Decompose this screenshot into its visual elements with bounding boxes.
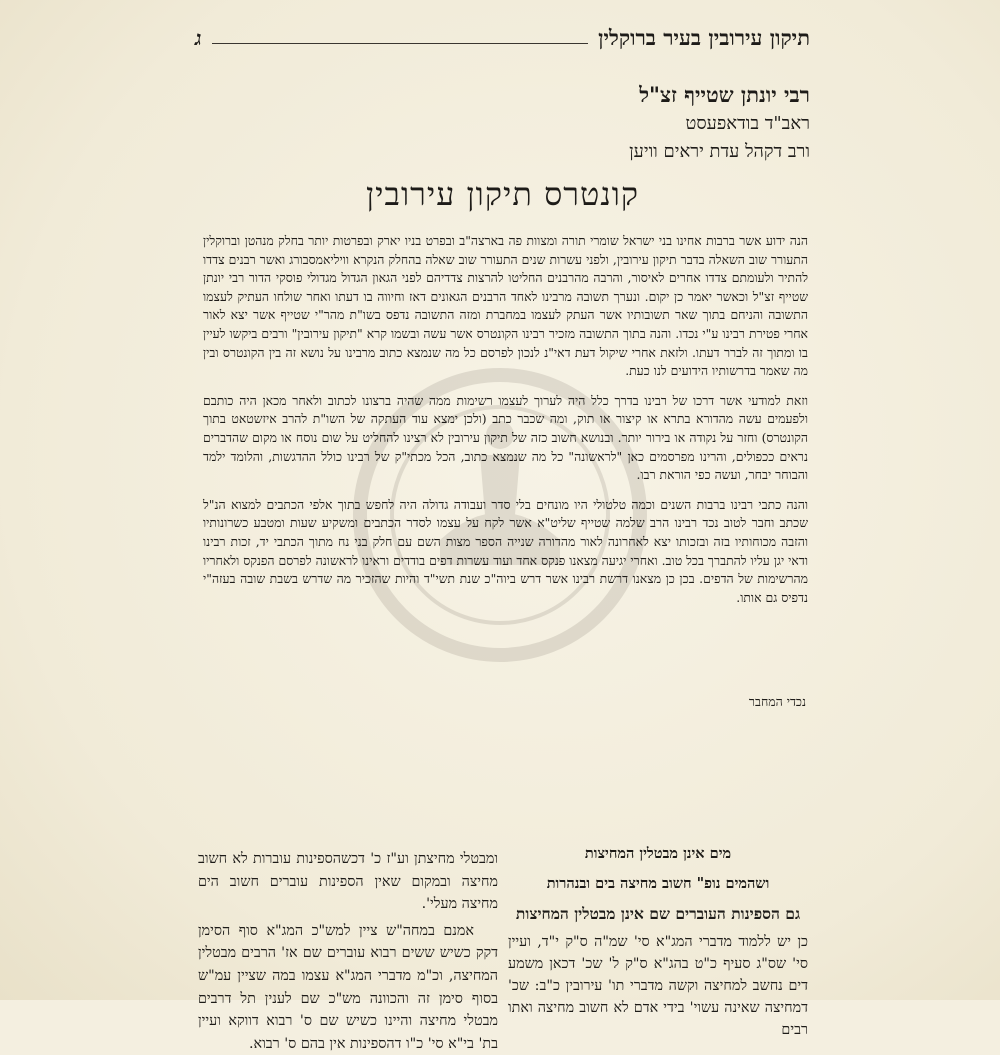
left-column-paragraph-1: ומבטלי מחיצתן וע"ז כ' דכשהספינות עוברות לא חשוב מחיצה ובמקום שאין הספינות עוברים חשוב הים מחיצה מעלי'. bbox=[198, 851, 498, 913]
header-title: תיקון עירובין בעיר ברוקלין bbox=[598, 25, 810, 50]
section-heading-1: מים אינן מבטלין המחיצות bbox=[584, 845, 732, 862]
author-block bbox=[390, 80, 810, 166]
signature: נכדי המחבר bbox=[748, 694, 806, 709]
introduction bbox=[203, 232, 808, 618]
intro-paragraph-3: והנה כתבי רבינו ברבות השנים וכמה טלטולי היו מונחים בלי סדר ועבודה גדולה היה לחפש בתוך אלפי הכתבים למצוא הנ"ל שכתב וחבר לטוב נכד רבינו הרב שלמה שטייף שליט"א אשר לקח על עצמו לסדר הכתבים ומשקיע שעות ומטבע כשרונותיו והזבה מכוחותיו בזה ובזכותו יצא לאחרונה לאור מהדורה שנייה הספר מצות השם עם חלק בני נח מתוך הכתבי יד, זכות רבינו ודאי יגן עליו להתברך בכל טוב. ואחרי יגיעה מצאנו פנקס אחד ועוד עשרות דפים בודדים וראינו לראשונה לפרסם הפנקס ולאחריו מהרשימות של הדפים. בכן כן מצאנו דרשת רבינו אשר דרש ביוה"כ שנת תשי"ד והיות שהזכיר מה שדרש בשבת שובה בעזה"י נדפיס גם אותו. bbox=[203, 496, 808, 605]
header-rule bbox=[212, 43, 589, 44]
page-number: ג bbox=[195, 25, 202, 50]
section-heading-3: גם הספינות העוברים שם אינן מבטלין המחיצות bbox=[515, 904, 801, 923]
right-column-text: כן יש ללמוד מדברי המג"א סי' שמ"ה ס"ק י"ד, ועיין סי' שס"ג סעיף כ"ט בהג"א ס"ק ל' שכ' דכאן משמע דים נחשב למחיצה וקשה מדברי תו' עירובין כ"ב: שכ' דמחיצה שאינה עשוי' בידי אדם לא חשוב מחיצה ואתו רבים bbox=[508, 934, 808, 1038]
left-column bbox=[198, 848, 498, 1055]
running-header bbox=[195, 18, 810, 58]
intro-paragraph-1: הנה ידוע אשר ברבות אחינו בני ישראל שומרי תורה ומצוות פה בארצה"ב ובפרט בניו יארק ובפרטות יותר בחלק מנהטן וברוקלין התעורר שוב השאלה בדבר תיקון עירובין, ולפני עשרות שנים התעורר שוב שאלה בהחלק הנקרא וויליאמסבורג ואשר רבנים צדדו להתיר ולעומתם צדדו אחרים לאיסור, והרבה מהרבנים החליטו להרצות צדדיהם לפני הגאון הגדול מגדולי פוסקי הדור רבי יונתן שטייף זצ"ל וכאשר יאמר כן יקום. ונערך תשובה מרבינו לאחד הרבנים הגאונים דאז וחיווה בו דעתו ואחר שולחו העתיק לעצמו התשובה והניחם בתוך שאר תשובותיו אשר העתק לעצמו במחברת ומזה התשובה נדפס בשו"ת מהר"י שטייף אשר יצא לאור אחרי פטירת רבינו ע"י נכדו. והנה בתוך התשובה מזכיר רבינו הקונטרס אשר עשה ובשמו קרא "תיקון עירובין" ורבים ביקשו לעיין בו ומתוך זה לברר דעתו. ולזאת אחרי שיקול דעת דאי"נ לנכון לפרסם כל מה שנמצא כתוב מרבינו על נושא זה בין הקונטרס ובין מה שאמר בדרשותיו הידועים לנו כעת. bbox=[203, 233, 808, 379]
right-column bbox=[508, 842, 808, 1041]
author-title-2: ורב דקהל עדת יראים וויען bbox=[629, 141, 810, 162]
author-title-1: ראב"ד בודאפעסט bbox=[685, 113, 810, 134]
author-name: רבי יונתן שטייף זצ"ל bbox=[639, 82, 810, 107]
left-column-paragraph-2: אמנם במחה"ש ציין למש"כ המג"א סוף הסימן דקק כשיש ששים רבוא עוברים שם אז' הרבים מבטלין המחיצה, וכ"מ מדברי המג"א עצמו במה שציין עמ"ש בסוף סימן זה והכוונה מש"כ שם לענין תל דרבים מבטלי מחיצה והיינו כשיש שם ס' רבוא דווקא ועיין בת' בי"א סי' כ"ו דהספינות אין בהם ס' רבוא. bbox=[198, 922, 498, 1052]
work-title: קונטרס תיקון עירובין bbox=[365, 175, 640, 213]
section-heading-2: ושהמים נופ" חשוב מחיצה בים ובנהרות bbox=[546, 875, 770, 892]
intro-paragraph-2: וזאת למודעי אשר דרכו של רבינו בדרך כלל היה לערוך לעצמו רשימות ממה שהיה ברצונו לכתוב ולאחר מכאן היה כותבם ולפעמים עשה מהדורא בתרא או קיצור או תוק, ומה שכבר כתב (ולכן ימצא עוד העתקה של השו"ת להרב איזשטאט בתוך הקונטרס) וחזר על נקודה או בירור יותר. ובנושא חשוב כזה של תיקון עירובין לא רצינו להחליט על שום נוסח או מקום שהדברים נראים ככפולים, והרינו מפרסמים כאן "לראשונה" כל מה שנמצא כתוב, הכל מכתי"ק של רבינו כולל ההדגשות, והלומד ילמד והבוחר יבחר, ועשה כפי הוראת רבו. bbox=[203, 392, 808, 483]
